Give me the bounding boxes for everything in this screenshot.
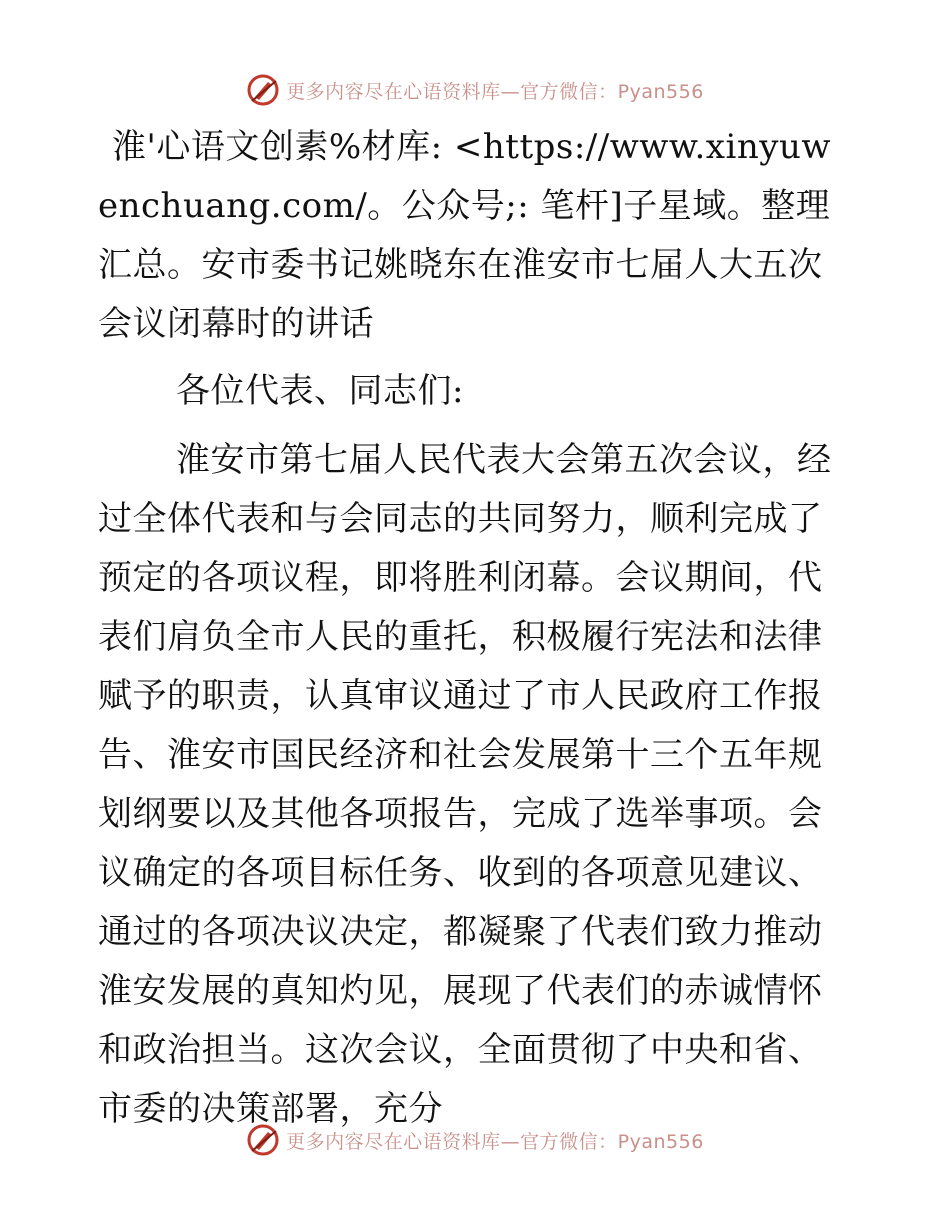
salutation: 各位代表、同志们: — [176, 371, 464, 411]
body-paragraph: 淮安市第七届人民代表大会第五次会议，经过全体代表和与会同志的共同努力，顺利完成了预定的各项议程，即将胜利闭幕。会议期间，代表们肩负全市人民的重托，积极履行宪法和法律赋予的职责，认真审议通过了市人民政府工作报告、淮安市国民经济和社会发展第十三个五年规划纲要以及其他各项报告，完成了选举事项。会议确定的各项目标任务、收到的各项意见建议、通过的各项决议决定，都凝聚了代表们致力推动淮安发展的真知灼见，展现了代表们的赤诚情怀和政治担当。这次会议，全面贯彻了中央和省、市委的决策部署，充分 — [98, 440, 832, 1129]
document-body — [98, 118, 850, 1139]
header-banner — [0, 68, 950, 112]
library-logo-icon — [246, 73, 280, 107]
library-logo-icon — [246, 1123, 280, 1157]
footer-banner — [0, 1118, 950, 1162]
document-intro: 淮'心语文创素%材库: <https://www.xinyuwenchuang.com/。公众号;: 笔杆]子星域。整理汇总。安市委书记姚晓东在淮安市七届人大五次会议闭幕时的讲话 — [98, 127, 831, 344]
footer-banner-text: 更多内容尽在心语资料库—官方微信：Pyan556 — [286, 1130, 704, 1153]
header-banner-text: 更多内容尽在心语资料库—官方微信：Pyan556 — [286, 80, 704, 103]
